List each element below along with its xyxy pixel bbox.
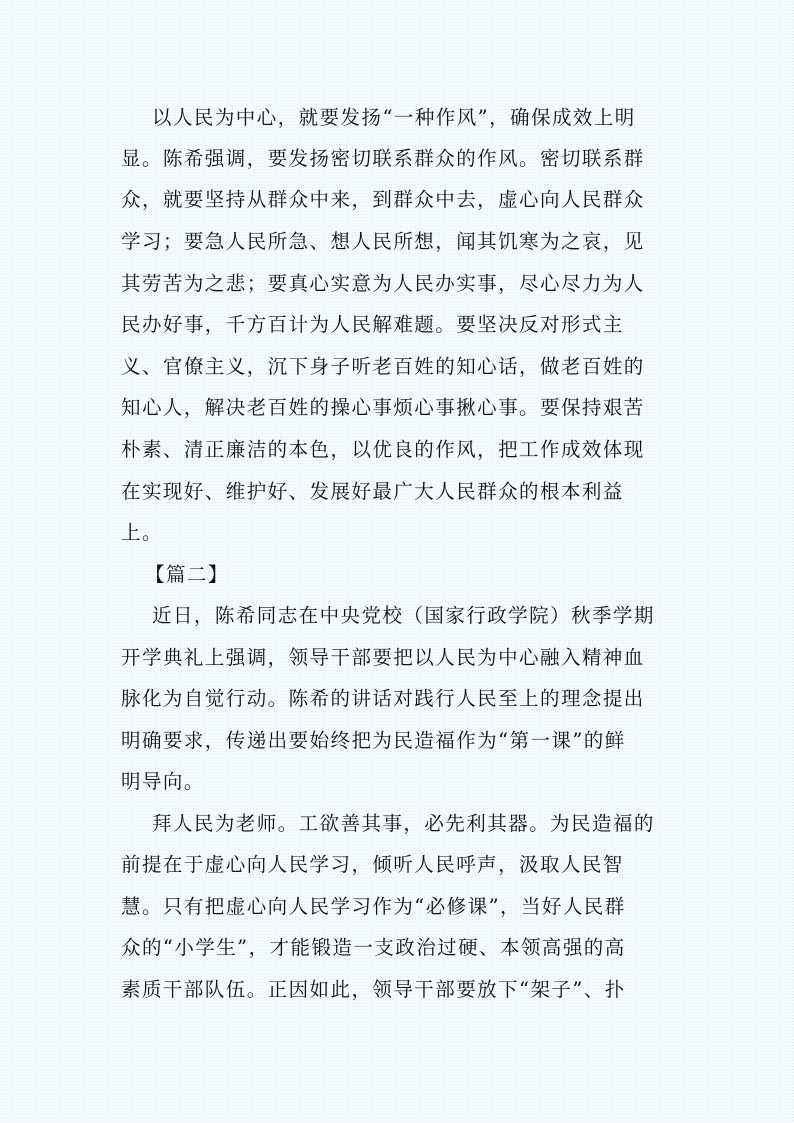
text-line: 在实现好、维护好、发展好最广大人民群众的根本利益: [121, 480, 624, 503]
text-line: 明导向。: [121, 770, 205, 793]
text-line: 以人民为中心，就要发扬“一种作风”，确保成效上明: [152, 106, 636, 129]
text-line: 上。: [121, 521, 163, 544]
text-line: 慧。只有把虚心向人民学习作为“必修课”，当好人民群: [121, 895, 626, 918]
text-line: 众，就要坚持从群众中来，到群众中去，虚心向人民群众: [121, 188, 645, 211]
text-line: 民办好事，千方百计为人民解难题。要坚决反对形式主: [121, 313, 624, 336]
text-line: 素质干部队伍。正因如此，领导干部要放下“架子”、扑: [121, 978, 626, 1001]
text-line: 拜人民为老师。工欲善其事，必先利其器。为民造福的: [152, 812, 655, 835]
text-line: 众的“小学生”，才能锻造一支政治过硬、本领高强的高: [121, 936, 626, 959]
text-line: 脉化为自觉行动。陈希的讲话对践行人民至上的理念提出: [121, 687, 645, 710]
text-line: 开学典礼上强调，领导干部要把以人民为中心融入精神血: [121, 646, 645, 669]
text-line: 学习；要急人民所急、想人民所想，闻其饥寒为之哀，见: [121, 230, 645, 253]
text-line: 显。陈希强调，要发扬密切联系群众的作风。密切联系群: [121, 147, 645, 170]
text-line: 明确要求，传递出要始终把为民造福作为“第一课”的鲜: [121, 729, 626, 752]
text-line: 朴素、清正廉洁的本色，以优良的作风，把工作成效体现: [121, 438, 645, 461]
section-heading: 【篇二】: [145, 563, 229, 586]
text-line: 前提在于虚心向人民学习，倾听人民呼声，汲取人民智: [121, 853, 624, 876]
text-line: 近日，陈希同志在中央党校（国家行政学院）秋季学期: [152, 604, 655, 627]
text-line: 知心人，解决老百姓的操心事烦心事揪心事。要保持艰苦: [121, 396, 645, 419]
text-line: 义、官僚主义，沉下身子听老百姓的知心话，做老百姓的: [121, 355, 645, 378]
text-line: 其劳苦为之悲；要真心实意为人民办实事，尽心尽力为人: [121, 272, 645, 295]
